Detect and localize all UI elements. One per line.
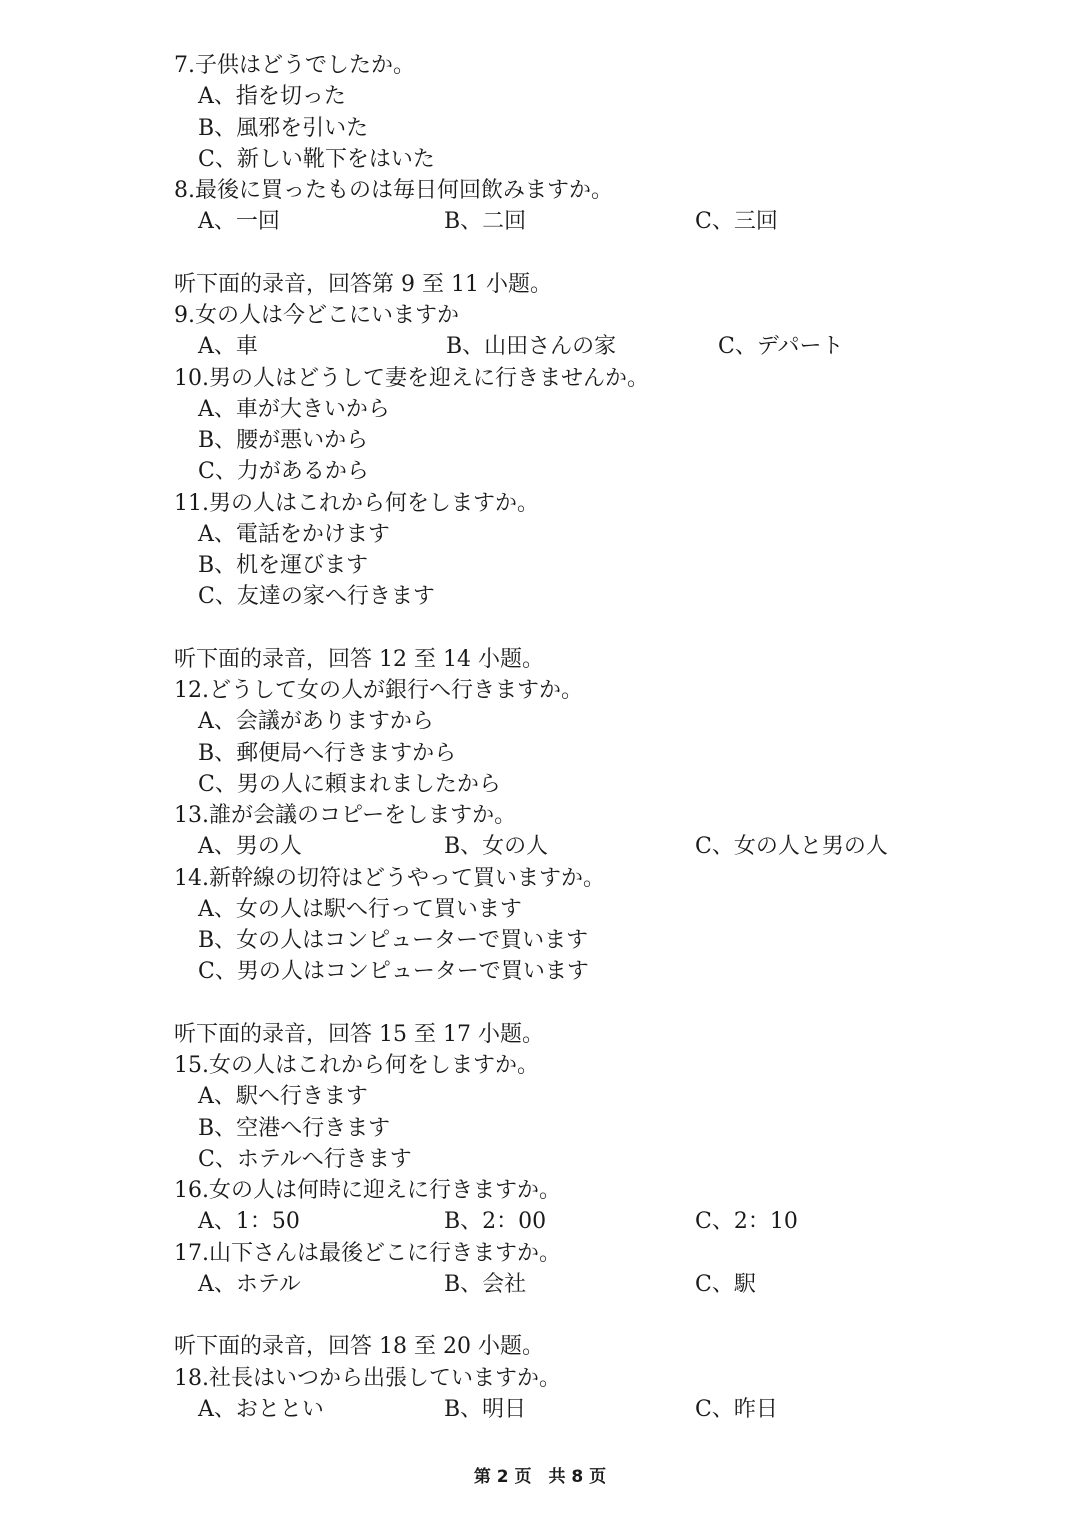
answer-option: A、おととい xyxy=(198,1396,324,1422)
answer-option: A、1：50 xyxy=(198,1209,300,1235)
answer-option: C、駅 xyxy=(695,1271,756,1297)
answer-option: C、力があるから xyxy=(198,459,369,485)
answer-option: A、指を切った xyxy=(198,84,346,110)
question-text: 11.男の人はこれから何をしますか。 xyxy=(174,490,539,516)
answer-option: B、二回 xyxy=(444,209,527,235)
answer-option: C、友達の家へ行きます xyxy=(198,584,435,610)
question-text: 17.山下さんは最後どこに行きますか。 xyxy=(174,1240,561,1266)
answer-option: A、一回 xyxy=(198,209,280,235)
answer-option: C、デパート xyxy=(718,334,844,360)
answer-option: B、山田さんの家 xyxy=(446,334,617,360)
answer-option: A、電話をかけます xyxy=(198,521,390,547)
answer-option: B、2：00 xyxy=(444,1209,547,1235)
answer-option: C、2：10 xyxy=(695,1209,798,1235)
question-text: 13.誰が会議のコピーをしますか。 xyxy=(174,803,517,828)
answer-option: A、男の人 xyxy=(198,834,302,860)
answer-option: C、男の人に頼まれましたから xyxy=(198,771,501,797)
answer-option: B、明日 xyxy=(444,1396,527,1422)
answer-option: B、女の人はコンピューターで買います xyxy=(198,928,589,953)
question-text: 18.社長はいつから出張していますか。 xyxy=(174,1365,561,1391)
answer-option: C、三回 xyxy=(695,209,778,235)
answer-option: A、会議がありますから xyxy=(198,709,434,735)
section-instruction: 听下面的录音，回答 18 至 20 小题。 xyxy=(174,1334,544,1360)
question-text: 15.女の人はこれから何をしますか。 xyxy=(174,1053,539,1078)
answer-option: C、新しい靴下をはいた xyxy=(198,146,435,172)
answer-option: C、昨日 xyxy=(695,1396,778,1422)
answer-option: C、女の人と男の人 xyxy=(695,834,888,860)
question-text: 12.どうして女の人が銀行へ行きますか。 xyxy=(174,678,583,703)
answer-option: B、腰が悪いから xyxy=(198,428,369,453)
answer-option: A、駅へ行きます xyxy=(198,1084,368,1110)
question-text: 10.男の人はどうして妻を迎えに行きませんか。 xyxy=(174,365,649,391)
question-text: 14.新幹線の切符はどうやって買いますか。 xyxy=(174,865,605,891)
question-text: 7.子供はどうでしたか。 xyxy=(174,53,415,78)
answer-option: B、空港へ行きます xyxy=(198,1115,391,1141)
answer-option: A、ホテル xyxy=(198,1271,301,1297)
answer-option: B、女の人 xyxy=(444,834,549,860)
answer-option: C、ホテルへ行きます xyxy=(198,1146,412,1172)
section-instruction: 听下面的录音，回答 15 至 17 小题。 xyxy=(174,1021,544,1047)
question-text: 16.女の人は何時に迎えに行きますか。 xyxy=(174,1178,561,1203)
answer-option: B、郵便局へ行きますから xyxy=(198,740,457,766)
section-instruction: 听下面的录音，回答第 9 至 11 小题。 xyxy=(174,271,552,297)
answer-option: A、女の人は駅へ行って買います xyxy=(198,896,522,922)
answer-option: A、車が大きいから xyxy=(198,396,390,422)
answer-option: B、会社 xyxy=(444,1271,527,1297)
answer-option: C、男の人はコンピューターで買います xyxy=(198,959,589,985)
section-instruction: 听下面的录音，回答 12 至 14 小题。 xyxy=(174,646,544,672)
answer-option: B、机を運びます xyxy=(198,553,369,578)
answer-option: B、風邪を引いた xyxy=(198,115,369,141)
question-text: 9.女の人は今どこにいますか xyxy=(174,303,459,328)
page-footer: 第 2 页 共 8 页 xyxy=(473,1467,607,1487)
question-text: 8.最後に買ったものは毎日何回飲みますか。 xyxy=(174,178,613,203)
answer-option: A、車 xyxy=(198,334,258,360)
